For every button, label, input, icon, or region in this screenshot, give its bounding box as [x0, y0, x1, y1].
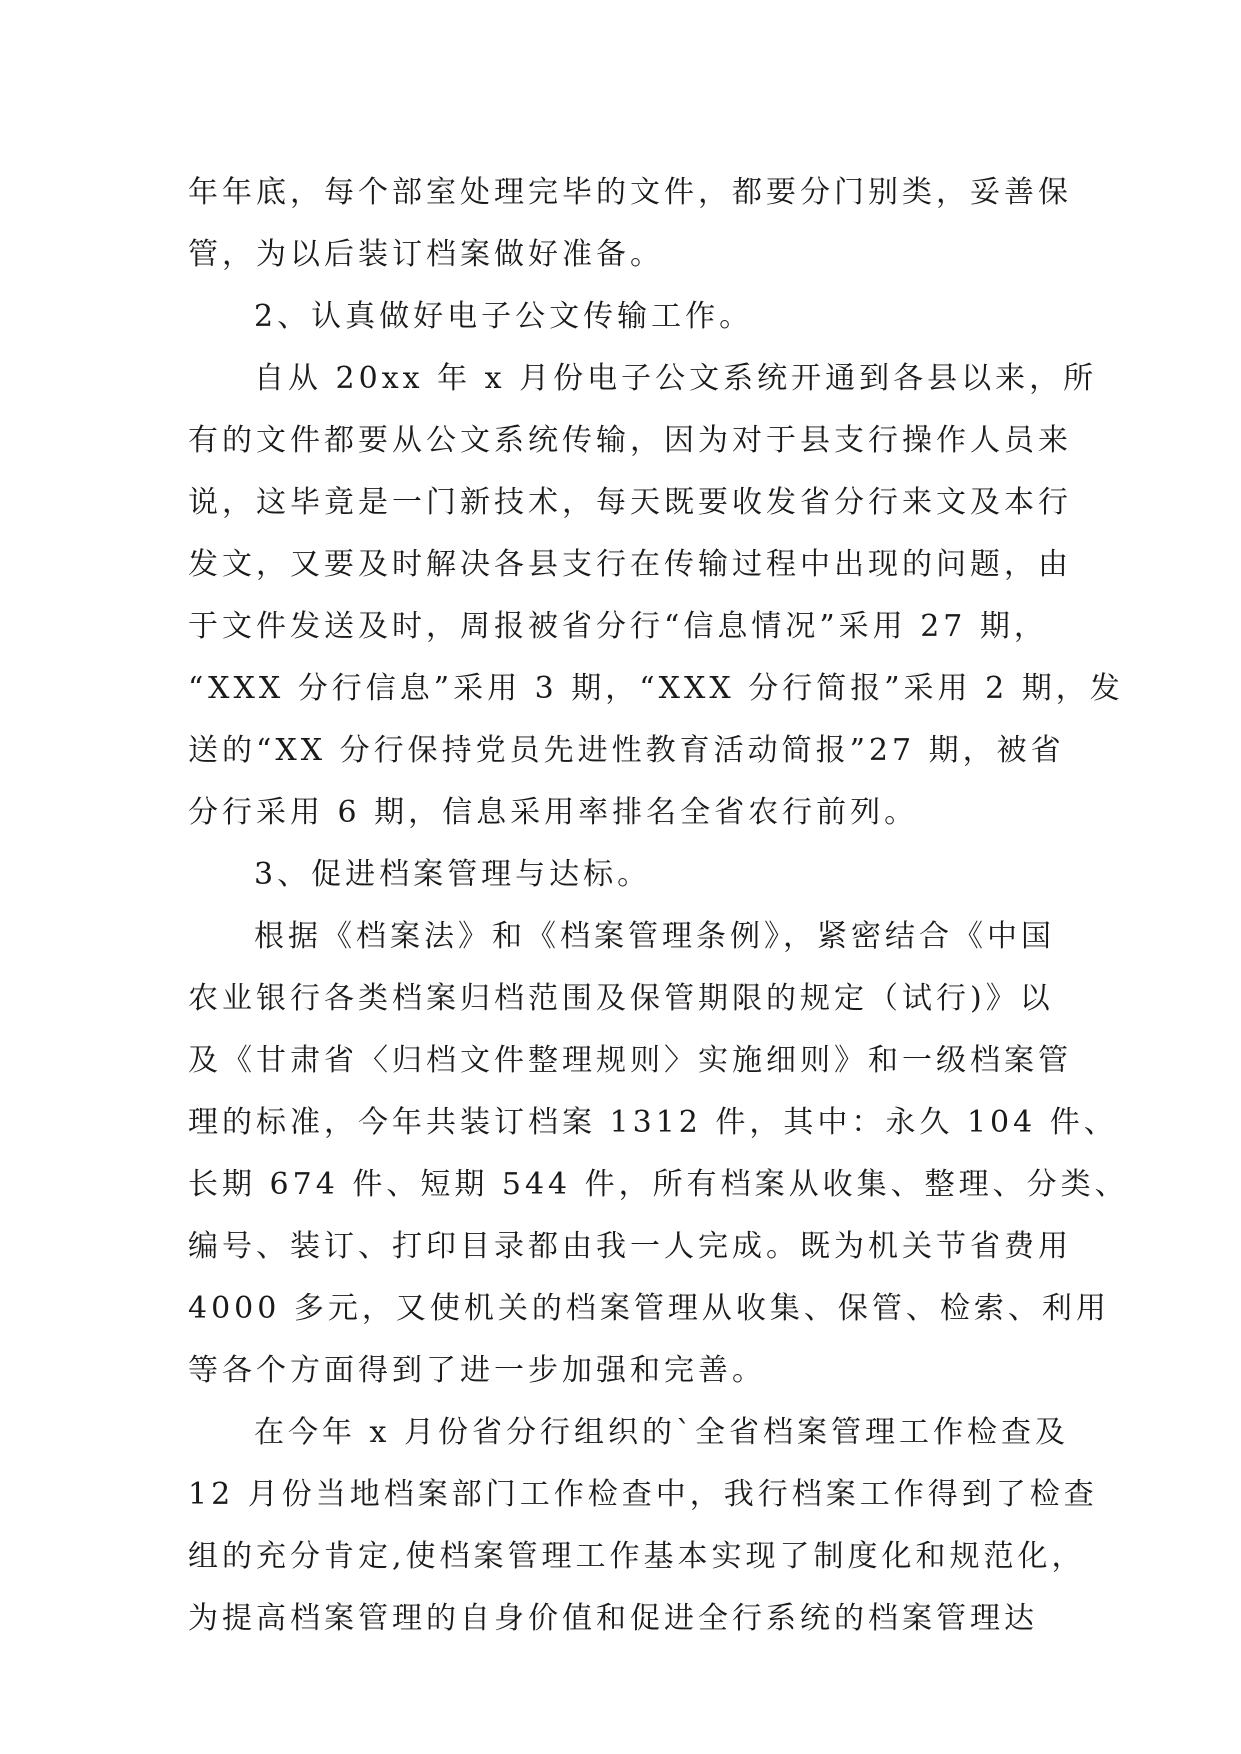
text-line: 12 月份当地档案部门工作检查中，我行档案工作得到了检查	[188, 1477, 1098, 1512]
text-line: 送的“XX 分行保持党员先进性教育活动简报”27 期，被省	[188, 733, 1065, 768]
text-line: 管，为以后装订档案做好准备。	[188, 237, 664, 272]
text-line: 理的标准，今年共装订档案 1312 件，其中：永久 104 件、	[188, 1105, 1118, 1140]
text-line: 分行采用 6 期，信息采用率排名全省农行前列。	[188, 795, 919, 830]
text-line: 编号、装订、打印目录都由我一人完成。既为机关节省费用	[188, 1229, 1072, 1264]
text-line: 4000 多元，又使机关的档案管理从收集、保管、检索、利用	[188, 1291, 1110, 1326]
text-line: 长期 674 件、短期 544 件，所有档案从收集、整理、分类、	[188, 1167, 1129, 1202]
text-line: 自从 20xx 年 x 月份电子公文系统开通到各县以来，所	[254, 361, 1098, 396]
text-line: 3、促进档案管理与达标。	[254, 857, 652, 892]
text-line: 年年底，每个部室处理完毕的文件，都要分门别类，妥善保	[188, 175, 1072, 210]
document-body	[188, 162, 1129, 1650]
text-line: 根据《档案法》和《档案管理条例》，紧密结合《中国	[254, 919, 1055, 954]
text-line: 农业银行各类档案归档范围及保管期限的规定（试行)》以	[188, 981, 1054, 1016]
text-line: 为提高档案管理的自身价值和促进全行系统的档案管理达	[188, 1601, 1038, 1636]
text-line: 在今年 x 月份省分行组织的`全省档案管理工作检查及	[254, 1415, 1069, 1450]
text-line: 2、认真做好电子公文传输工作。	[254, 299, 754, 334]
text-line: 组的充分肯定,使档案管理工作基本实现了制度化和规范化，	[188, 1539, 1086, 1574]
text-line: 于文件发送及时，周报被省分行“信息情况”采用 27 期，	[188, 609, 1048, 644]
text-line: 有的文件都要从公文系统传输，因为对于县支行操作人员来	[188, 423, 1072, 458]
text-line: “XXX 分行信息”采用 3 期，“XXX 分行简报”采用 2 期，发	[188, 671, 1124, 706]
text-line: 说，这毕竟是一门新技术，每天既要收发省分行来文及本行	[188, 485, 1072, 520]
text-line: 等各个方面得到了进一步加强和完善。	[188, 1353, 766, 1388]
text-line: 发文，又要及时解决各县支行在传输过程中出现的问题，由	[188, 547, 1072, 582]
text-line: 及《甘肃省〈归档文件整理规则〉实施细则》和一级档案管	[188, 1043, 1072, 1078]
